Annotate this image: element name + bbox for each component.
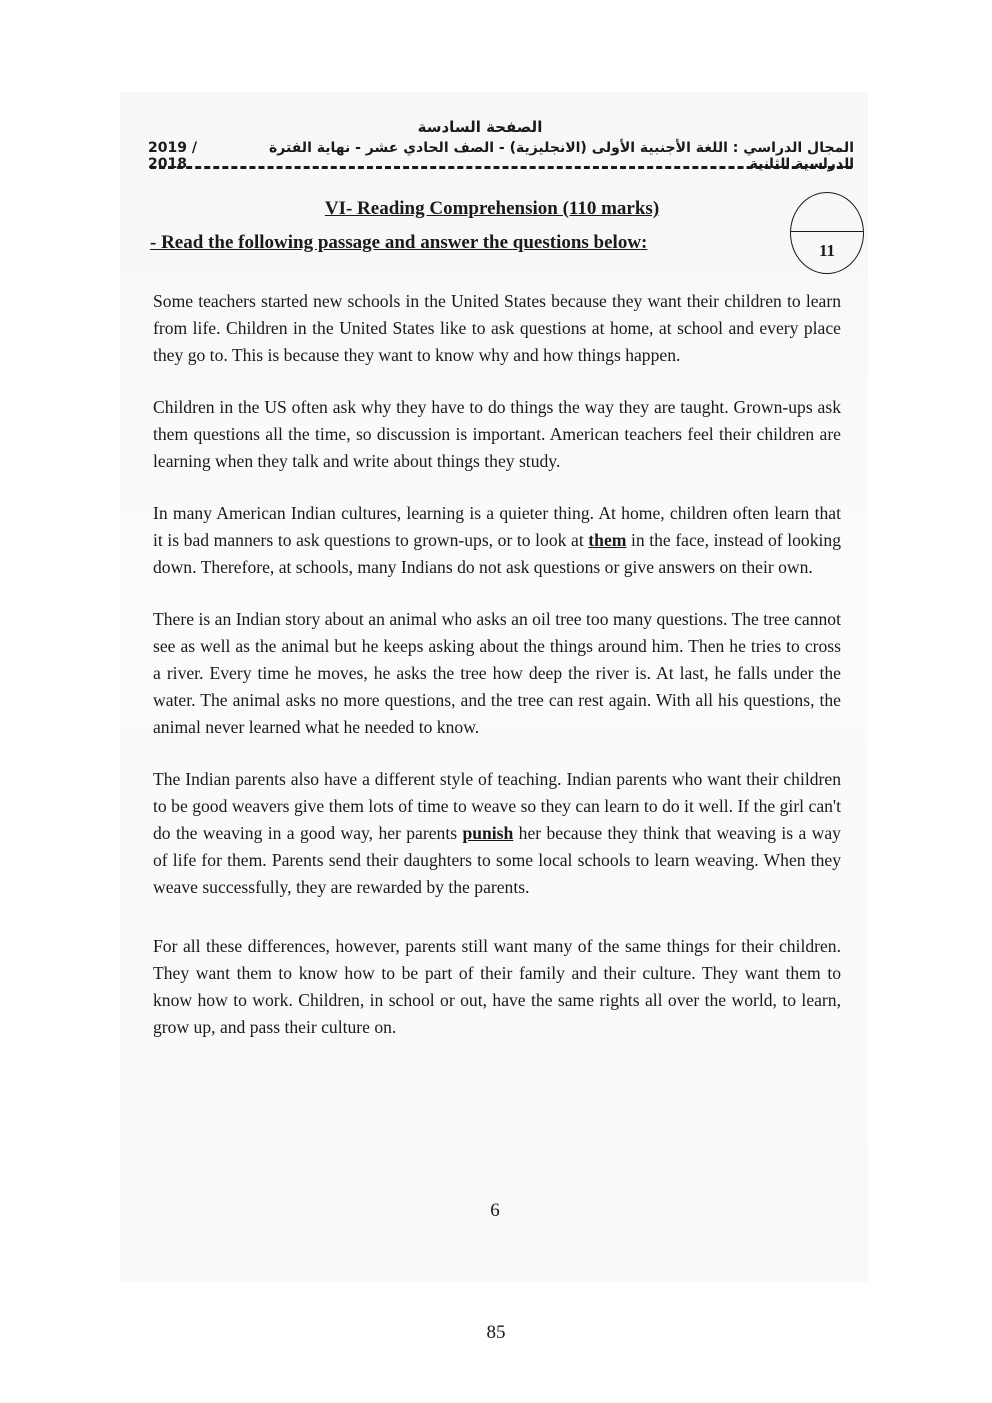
paragraph-1: Some teachers started new schools in the United States because they want their children to learn from life. Children in the United States like to ask questions at home, at school and every place they go to. This is because they want to know why and how things happen.: [153, 291, 841, 365]
reading-passage: [153, 288, 841, 1066]
paragraph-3: [153, 500, 841, 581]
page-heading-arabic: الصفحة السادسة: [417, 118, 543, 136]
paragraph-4: There is an Indian story about an animal who asks an oil tree too many questions. The tree cannot see as well as the animal but he keeps asking about the things around him. Then he tries to cross a river. Every time he moves, he asks the tree how deep the river is. At last, he falls under the water. The animal asks no more questions, and the tree can rest again. With all his questions, the animal never learned what he needed to know.: [153, 609, 841, 737]
score-circle: [790, 192, 864, 274]
book-page-number: 85: [486, 1322, 506, 1343]
paragraph-3-text-a: In many American Indian cultures, learning is a quieter thing. At home, children often learn that it is bad manners to ask questions to grown-ups, or to look at: [153, 503, 841, 550]
score-total: 11: [818, 241, 836, 260]
paragraph-5: [153, 766, 841, 901]
header-divider: [150, 166, 852, 169]
paragraph-5-text-b: her because they think that weaving is a way of life for them. Parents send their daughters to some local schools to learn weaving. When they weave successfully, they are rewarded by the parents.: [153, 823, 841, 897]
section-instruction: - Read the following passage and answer the questions below:: [150, 232, 648, 253]
page-number: 6: [490, 1200, 500, 1221]
academic-year: 2019 / 2018: [148, 140, 197, 172]
paragraph-5-text-a: The Indian parents also have a different style of teaching. Indian parents who want their children to be good weavers give them lots of time to weave so they can learn to do it well. If the girl can't do the weaving in a good way, her parents: [153, 769, 841, 843]
section-title: VI- Reading Comprehension (110 marks): [324, 198, 660, 219]
paragraph-2: Children in the US often ask why they have to do things the way they are taught. Grown-ups ask them questions all the time, so discussion is important. American teachers feel their children are learning when they talk and write about things they study.: [153, 397, 841, 471]
paragraph-3-text-b: in the face, instead of looking down. Therefore, at schools, many Indians do not ask questions or give answers on their own.: [153, 530, 841, 577]
underlined-word-them: them: [588, 530, 627, 550]
subject-line-arabic: المجال الدراسي : اللغة الأجنبية الأولى (الانجليزية) - الصف الحادي عشر - نهاية الفترة الدراسية الثانية: [269, 140, 854, 172]
paragraph-6: For all these differences, however, parents still want many of the same things for their children. They want them to know how to be part of their family and their culture. They want them to know how to work. Children, in school or out, have the same rights all over the world, to learn, grow up, and pass their culture on.: [153, 936, 841, 1037]
score-divider: [791, 231, 863, 232]
underlined-word-punish: punish: [462, 823, 514, 843]
